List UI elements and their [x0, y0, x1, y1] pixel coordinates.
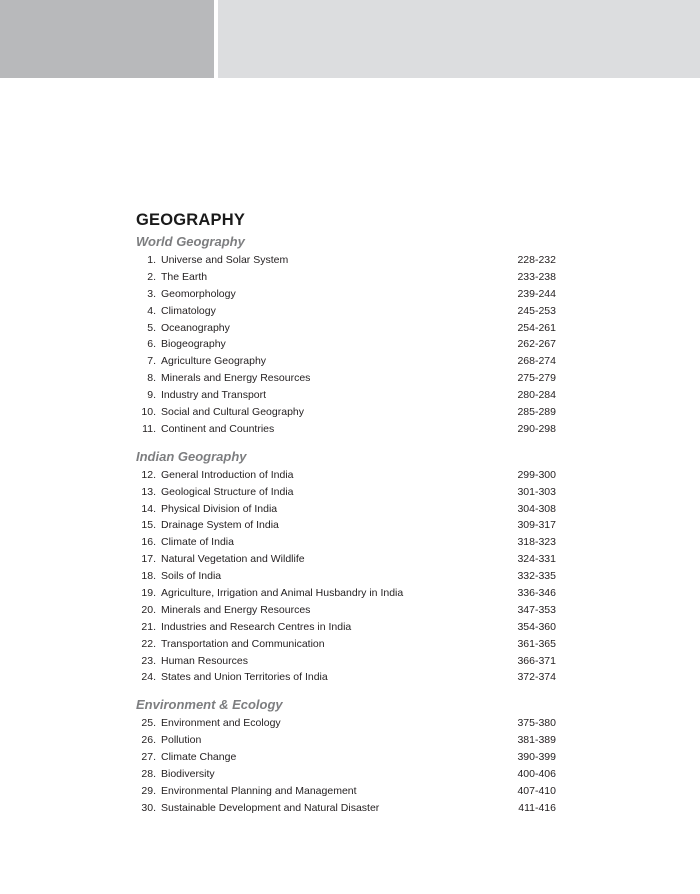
toc-entry[interactable] [136, 269, 556, 286]
toc-entry[interactable] [136, 551, 556, 568]
page-range: 280-284 [517, 389, 556, 402]
chapter-number: 29. [141, 784, 156, 797]
chapter-number: 10. [141, 406, 156, 419]
chapter-title: Agriculture, Irrigation and Animal Husbandry in India [161, 587, 404, 600]
toc-entry[interactable] [136, 387, 556, 404]
page-range: 239-244 [517, 287, 556, 300]
page-range: 254-261 [517, 321, 556, 334]
chapter-number: 7. [147, 355, 156, 368]
chapter-title: Climate Change [161, 751, 237, 764]
chapter-title: Climate of India [161, 536, 234, 549]
page-range: 407-410 [517, 784, 556, 797]
chapter-title: Biodiversity [161, 768, 215, 781]
chapter-title: Drainage System of India [161, 519, 279, 532]
toc-entry[interactable] [136, 303, 556, 320]
header-band-right [218, 0, 700, 78]
chapter-title: Transportation and Communication [161, 637, 325, 650]
chapter-number: 3. [147, 287, 156, 300]
toc-entry[interactable] [136, 653, 556, 670]
toc-entry[interactable] [136, 336, 556, 353]
chapter-title: Agriculture Geography [161, 355, 267, 368]
chapter-number: 20. [141, 603, 156, 616]
toc-entry[interactable] [136, 370, 556, 387]
toc-entry[interactable] [136, 732, 556, 749]
chapter-title: Minerals and Energy Resources [161, 372, 311, 385]
chapter-number: 4. [147, 304, 156, 317]
page-range: 347-353 [517, 603, 556, 616]
page-range: 285-289 [517, 406, 556, 419]
page-range: 301-303 [517, 485, 556, 498]
chapter-title: Physical Division of India [161, 502, 278, 515]
page-range: 299-300 [517, 468, 556, 481]
chapter-title: Universe and Solar System [161, 254, 289, 266]
chapter-title: Natural Vegetation and Wildlife [161, 553, 305, 566]
page-range: 304-308 [517, 502, 556, 515]
chapter-number: 14. [141, 502, 156, 515]
chapter-number: 24. [141, 671, 156, 684]
chapter-title: Biogeography [161, 338, 226, 351]
toc-entry[interactable] [136, 252, 556, 269]
toc-entry[interactable] [136, 353, 556, 370]
chapter-title: Oceanography [161, 321, 230, 334]
chapter-title: Environment and Ecology [161, 717, 281, 730]
page-range: 366-371 [517, 654, 556, 667]
chapter-title: Social and Cultural Geography [161, 406, 305, 419]
chapter-number: 12. [141, 468, 156, 481]
chapter-number: 11. [142, 422, 156, 435]
page-range: 375-380 [517, 717, 556, 730]
chapter-title: Soils of India [161, 570, 222, 583]
chapter-number: 26. [141, 734, 156, 747]
chapter-number: 17. [141, 553, 156, 566]
toc-section [136, 232, 556, 438]
page-range: 324-331 [517, 553, 556, 566]
toc-section [136, 695, 556, 816]
chapter-number: 30. [141, 801, 156, 814]
chapter-number: 6. [147, 338, 156, 351]
chapter-title: Geological Structure of India [161, 485, 294, 498]
toc-entry[interactable] [136, 467, 556, 484]
page-range: 275-279 [517, 372, 556, 385]
chapter-number: 22. [141, 637, 156, 650]
page-range: 268-274 [517, 355, 556, 368]
toc-entry[interactable] [136, 568, 556, 585]
chapter-number: 18. [141, 570, 156, 583]
chapter-number: 15. [141, 519, 156, 532]
chapter-title: Pollution [161, 734, 202, 747]
chapter-title: Human Resources [161, 654, 248, 667]
toc-entry[interactable] [136, 404, 556, 421]
chapter-title: General Introduction of India [161, 468, 294, 481]
page-range: 336-346 [517, 587, 556, 600]
page-range: 411-416 [518, 801, 556, 814]
chapter-number: 8. [147, 372, 156, 385]
toc-entry[interactable] [136, 749, 556, 766]
toc-entry[interactable] [136, 501, 556, 518]
toc-entry[interactable] [136, 602, 556, 619]
section-heading: Indian Geography [136, 448, 247, 464]
toc-entry[interactable] [136, 783, 556, 800]
toc-entry[interactable] [136, 669, 556, 686]
page-range: 318-323 [517, 536, 556, 549]
toc-entry[interactable] [136, 517, 556, 534]
page-range: 361-365 [517, 637, 556, 650]
toc-entry[interactable] [136, 619, 556, 636]
page-range: 309-317 [517, 519, 556, 532]
chapter-number: 21. [141, 620, 156, 633]
chapter-title: Industry and Transport [161, 389, 267, 402]
header-band-left [0, 0, 214, 78]
chapter-title: Environmental Planning and Management [161, 784, 357, 797]
page-range: 381-389 [517, 734, 556, 747]
chapter-title: Sustainable Development and Natural Disaster [161, 801, 380, 814]
chapter-number: 13. [141, 485, 156, 498]
toc-entry[interactable] [136, 766, 556, 783]
toc-section [136, 447, 556, 687]
toc-sections [136, 232, 556, 817]
page-range: 332-335 [517, 570, 556, 583]
page-range: 354-360 [517, 620, 556, 633]
chapter-number: 27. [141, 751, 156, 764]
toc-entry[interactable] [136, 320, 556, 337]
toc-entry[interactable] [136, 484, 556, 501]
toc-entry[interactable] [136, 286, 556, 303]
toc-entry[interactable] [136, 636, 556, 653]
chapter-title: Climatology [161, 304, 216, 317]
toc-entry[interactable] [136, 585, 556, 602]
chapter-number: 23. [141, 654, 156, 667]
page-range: 372-374 [517, 671, 556, 684]
chapter-number: 25. [141, 717, 156, 730]
chapter-number: 16. [141, 536, 156, 549]
toc-entry[interactable] [136, 715, 556, 732]
chapter-number: 5. [147, 321, 156, 334]
table-of-contents [136, 208, 556, 817]
chapter-number: 28. [141, 768, 156, 781]
chapter-title: Continent and Countries [161, 422, 275, 435]
chapter-number: 1. [147, 254, 156, 266]
page-range: 262-267 [517, 338, 556, 351]
page-range: 228-232 [517, 254, 556, 266]
chapter-title: Minerals and Energy Resources [161, 603, 311, 616]
page-range: 233-238 [517, 270, 556, 283]
toc-entry[interactable] [136, 421, 556, 438]
page-range: 290-298 [517, 422, 556, 435]
page-range: 400-406 [517, 768, 556, 781]
chapter-number: 19. [141, 587, 156, 600]
page-range: 390-399 [517, 751, 556, 764]
section-heading: World Geography [136, 234, 245, 249]
toc-entry[interactable] [136, 800, 556, 817]
chapter-number: 2. [147, 270, 156, 283]
page-range: 245-253 [517, 304, 556, 317]
section-heading: Environment & Ecology [136, 697, 283, 713]
chapter-title: The Earth [161, 270, 208, 283]
toc-entry[interactable] [136, 534, 556, 551]
chapter-title: Industries and Research Centres in India [161, 620, 352, 633]
page-title: GEOGRAPHY [136, 211, 246, 229]
chapter-title: Geomorphology [161, 287, 236, 300]
chapter-title: States and Union Territories of India [161, 671, 328, 684]
chapter-number: 9. [147, 389, 156, 402]
